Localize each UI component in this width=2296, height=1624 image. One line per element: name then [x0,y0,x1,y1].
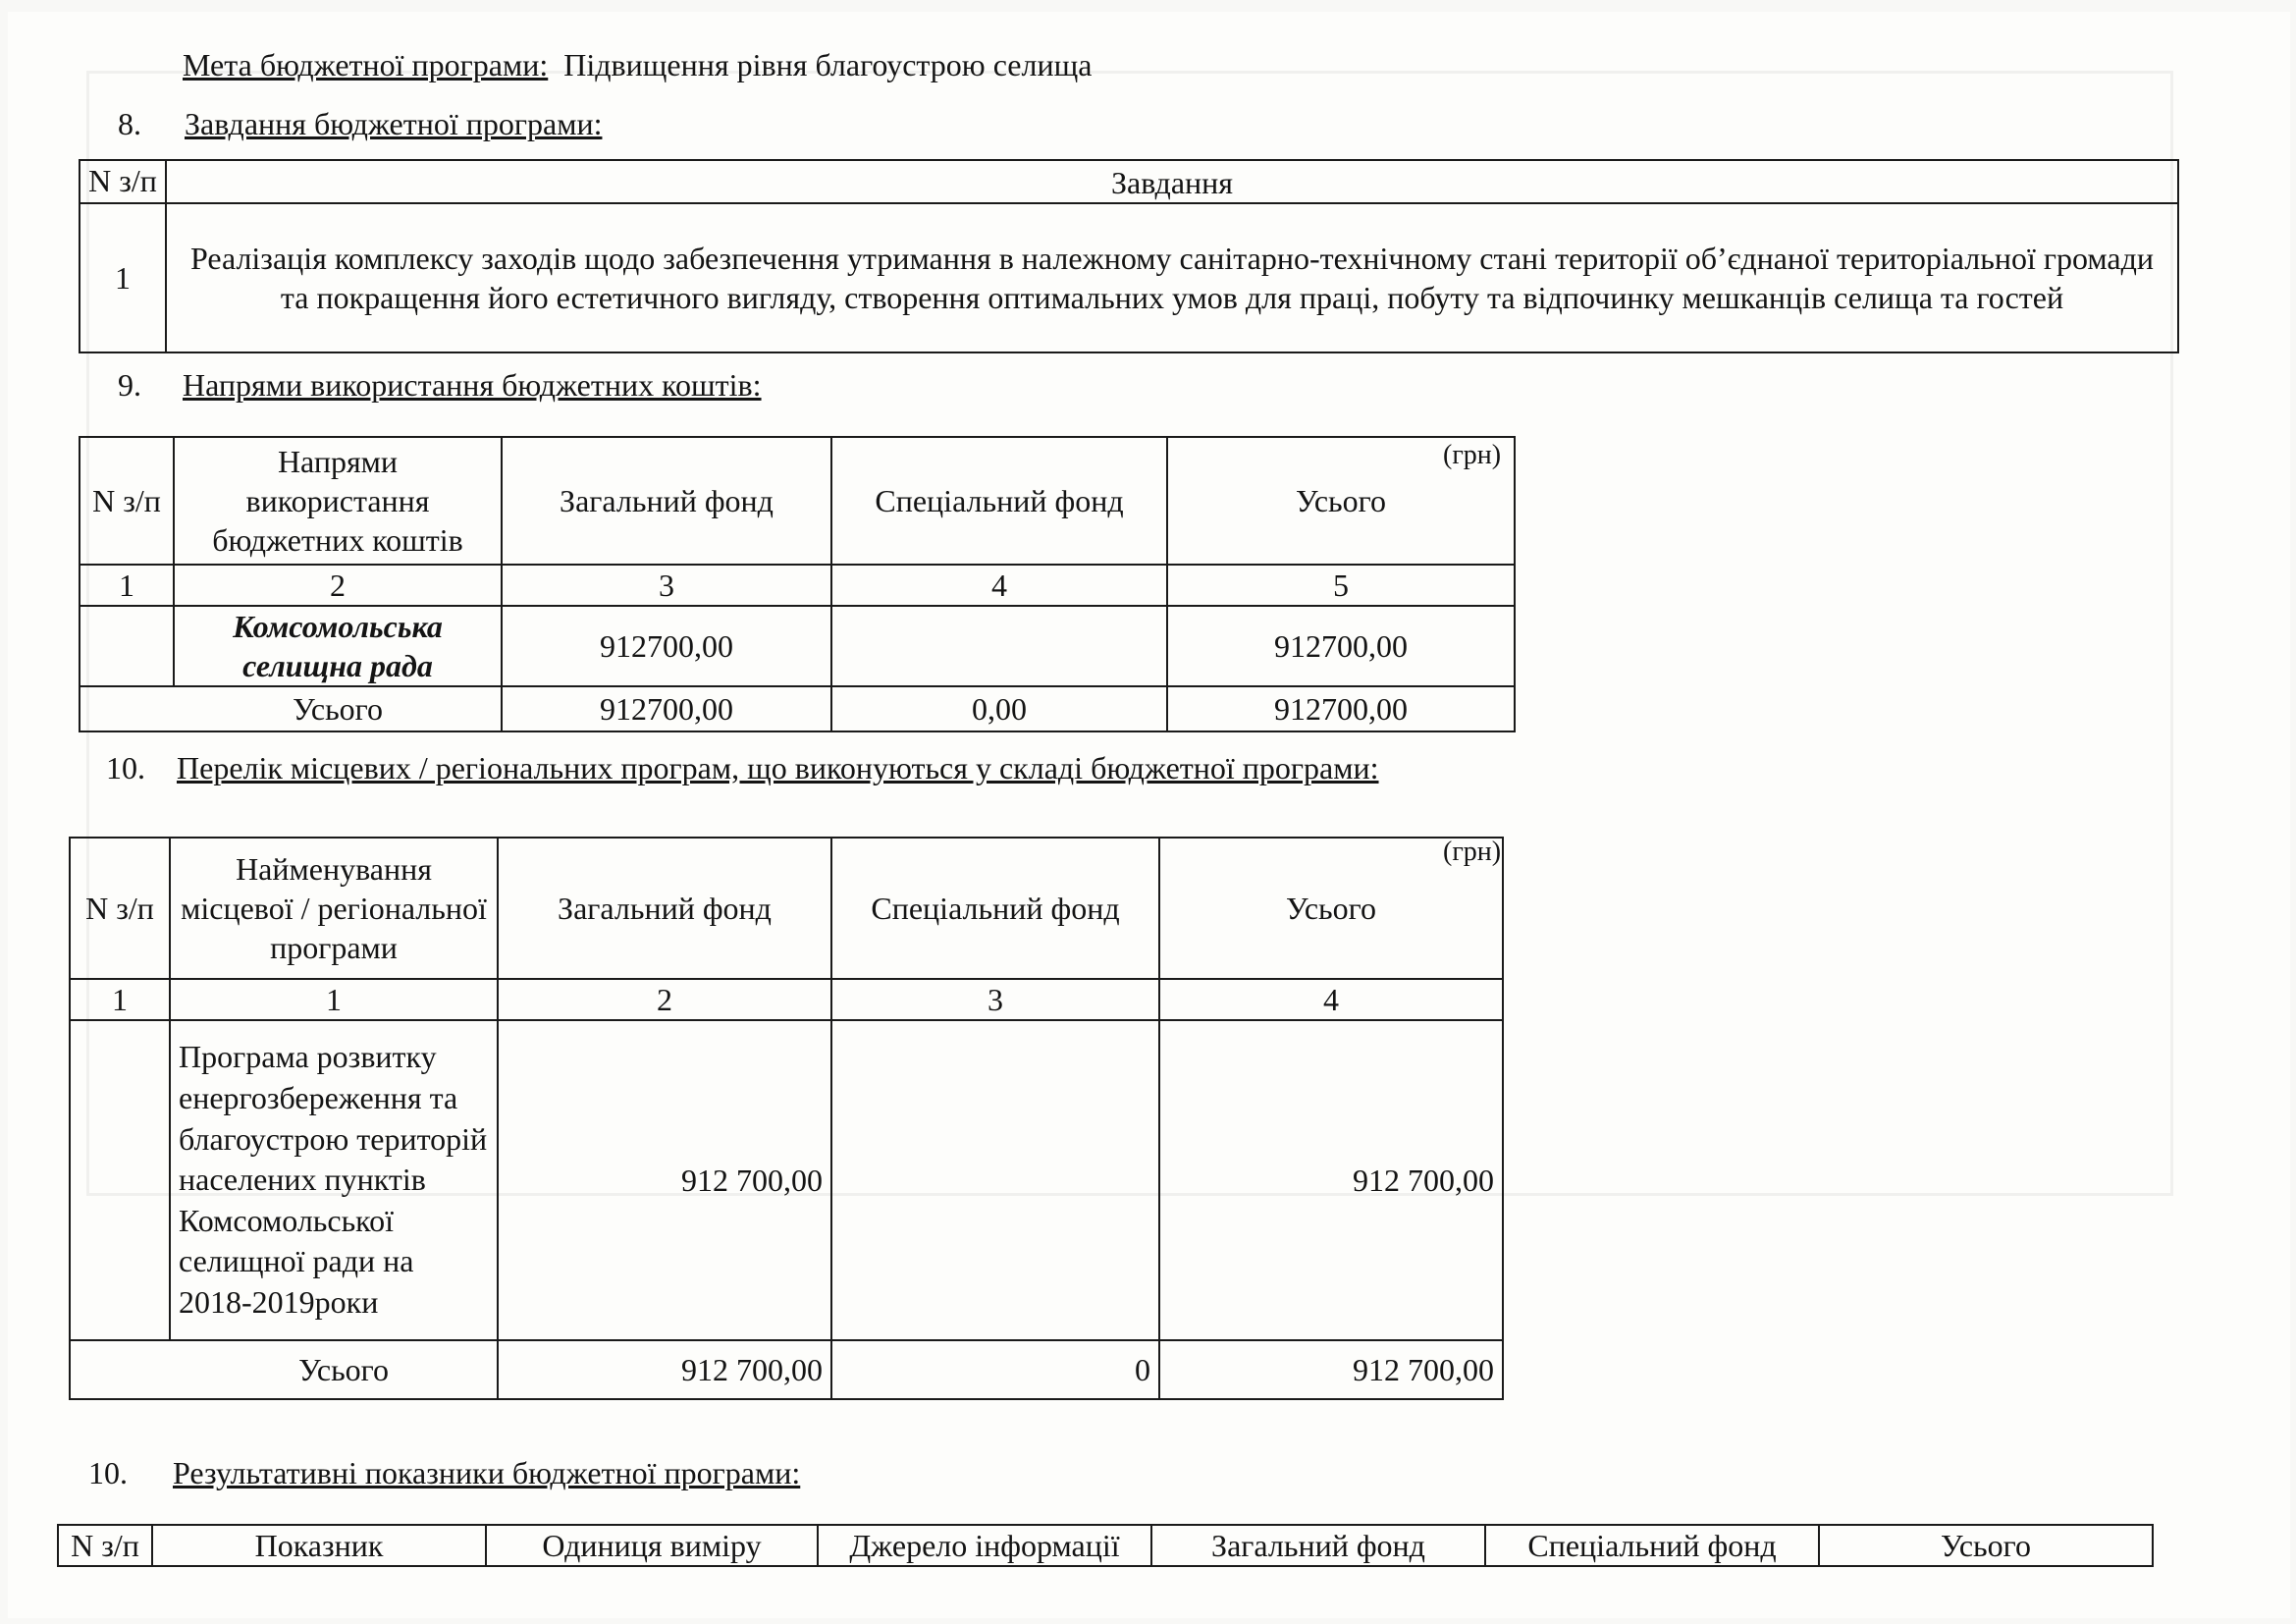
general-fund-value: 912 700,00 [498,1020,831,1340]
tasks-header-row [80,160,2178,203]
col-number-3: 3 [502,565,831,606]
programs-header-row [70,838,1503,979]
section10a-title: Перелік місцевих / регіональних програм, що виконуються у складі бюджетної програми: [177,750,1379,785]
recipient-name: Комсомольська селищна рада [174,606,502,686]
header-number: N з/п [58,1525,152,1566]
goal-line [183,47,1092,83]
header-total: Усього [1819,1525,2153,1566]
col-number-3: 2 [498,979,831,1020]
total-general-fund: 912700,00 [502,686,831,731]
section8-number: 8. [118,106,141,141]
total-sum: 912 700,00 [1159,1340,1503,1399]
header-special-fund: Спеціальний фонд [1485,1525,1819,1566]
directions-header-row [80,437,1515,565]
header-program-name: Найменування місцевої / регіональної програми [170,838,498,979]
row-number [80,606,174,686]
section8-title: Завдання бюджетної програми: [185,106,603,141]
total-special-fund: 0 [831,1340,1159,1399]
special-fund-value [831,1020,1159,1340]
header-unit: Одиниця виміру [486,1525,818,1566]
special-fund-value [831,606,1167,686]
col-number-4: 3 [831,979,1159,1020]
program-name: Програма розвитку енергозбереження та благоустрою територій населених пунктів Комсомольської селищної ради на 2018-2019роки [170,1020,498,1340]
total-row [70,1340,1503,1399]
section9-unit: (грн) [1443,440,1502,470]
document-page [8,12,2290,1618]
total-row [80,686,1515,731]
col-number-2: 1 [170,979,498,1020]
goal-value: Підвищення рівня благоустрою селища [563,47,1093,82]
total-value: 912700,00 [1167,606,1515,686]
column-numbers-row [70,979,1503,1020]
header-general-fund: Загальний фонд [1151,1525,1485,1566]
header-special-fund: Спеціальний фонд [831,838,1159,979]
total-label: Усього [80,686,502,731]
section10b-number: 10. [88,1455,128,1490]
section9-number: 9. [118,367,141,403]
header-number: N з/п [70,838,170,979]
col-number-5: 4 [1159,979,1503,1020]
col-number-1: 1 [70,979,170,1020]
section10a-unit: (грн) [1443,837,1502,867]
directions-table [79,436,1516,732]
programs-table [69,837,1504,1400]
header-total: Усього [1159,838,1503,979]
col-number-5: 5 [1167,565,1515,606]
task-text: Реалізація комплексу заходів щодо забезпечення утримання в належному санітарно-технічному стані території об’єднаної територіальної громади та покращення його естетичного вигляду, створення оптимальних умов для праці, побуту та відпочинку мешканців селища та гостей [166,203,2178,352]
header-general-fund: Загальний фонд [498,838,831,979]
section10b-title: Результативні показники бюджетної програми: [173,1455,801,1490]
row-number [70,1020,170,1340]
section10a-number: 10. [106,750,145,785]
header-number: N з/п [80,160,166,203]
indicators-header-row [58,1525,2153,1566]
column-numbers-row [80,565,1515,606]
col-number-2: 2 [174,565,502,606]
indicators-table [57,1524,2154,1567]
header-total: Усього [1167,437,1515,565]
task-number: 1 [80,203,166,352]
table-row [70,1020,1503,1340]
total-label: Усього [70,1340,498,1399]
col-number-4: 4 [831,565,1167,606]
header-general-fund: Загальний фонд [502,437,831,565]
total-general-fund: 912 700,00 [498,1340,831,1399]
table-row [80,203,2178,352]
header-number: N з/п [80,437,174,565]
header-indicator: Показник [152,1525,486,1566]
total-special-fund: 0,00 [831,686,1167,731]
tasks-table [79,159,2179,353]
goal-label: Мета бюджетної програми: [183,47,549,82]
general-fund-value: 912700,00 [502,606,831,686]
table-row [80,606,1515,686]
total-sum: 912700,00 [1167,686,1515,731]
section9-title: Напрями використання бюджетних коштів: [183,367,762,403]
total-value: 912 700,00 [1159,1020,1503,1340]
header-source: Джерело інформації [818,1525,1151,1566]
header-special-fund: Спеціальний фонд [831,437,1167,565]
header-task: Завдання [166,160,2178,203]
col-number-1: 1 [80,565,174,606]
header-directions: Напрями використання бюджетних коштів [174,437,502,565]
